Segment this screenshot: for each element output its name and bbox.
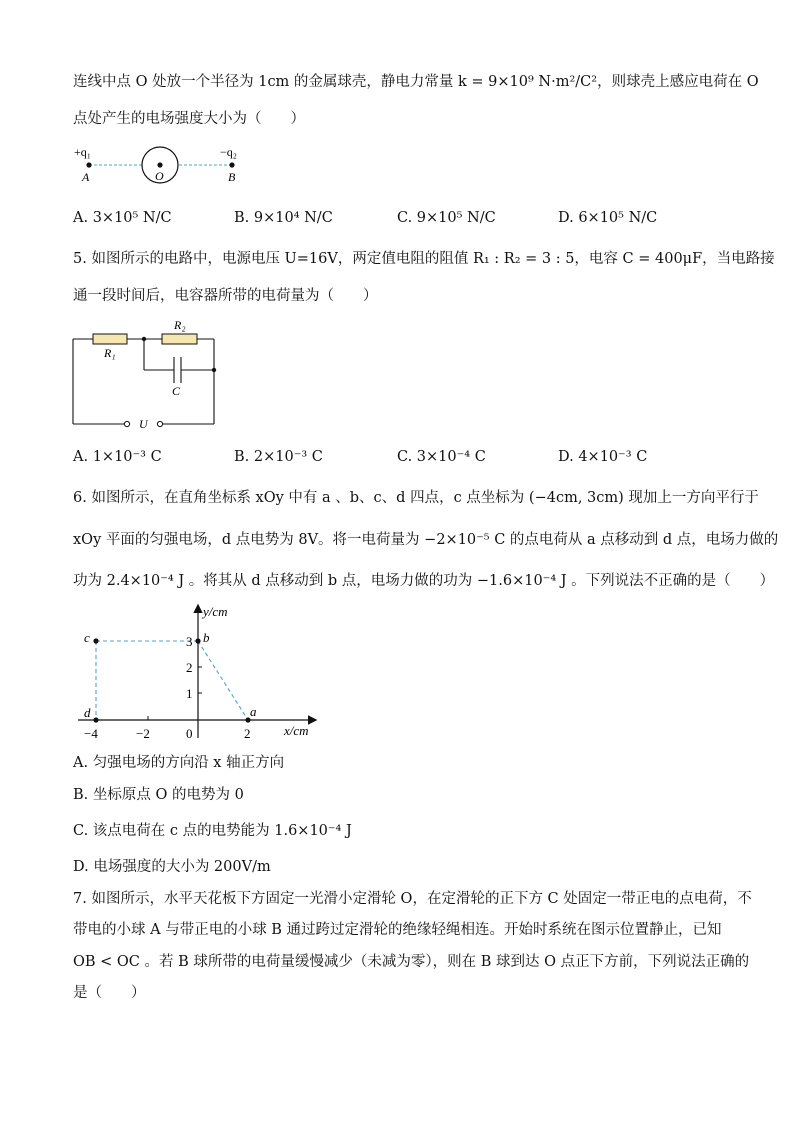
q6-dashed-ba xyxy=(198,641,248,720)
q4-point-B xyxy=(229,162,234,167)
q5-junction-right xyxy=(212,368,216,372)
q6-y-tick-3: 3 xyxy=(186,634,193,649)
q5-option-a[interactable]: A. 1×10⁻³ C xyxy=(73,449,162,465)
q6-stem-line2: xOy 平面的匀强电场，d 点电势为 8V。将一电荷量为 −2×10⁻⁵ C 的点电荷从 a 点移动到 d 点，电场力做的 xyxy=(73,532,779,548)
q6-x-tick-0: 0 xyxy=(186,726,193,741)
q5-stem-line2: 通一段时间后，电容器所带的电荷量为（ ） xyxy=(73,288,378,304)
q4-stem-line1: 连线中点 O 处放一个半径为 1cm 的金属球壳，静电力常量 k = 9×10⁹ N·m²/C²，则球壳上感应电荷在 O xyxy=(73,74,759,90)
q5-circuit-figure xyxy=(66,312,226,438)
q4-label-B: B xyxy=(228,170,236,184)
q5-resistor-r1 xyxy=(93,334,127,344)
q6-coordinate-figure xyxy=(70,598,330,744)
q6-stem-line3: 功为 2.4×10⁻⁴ J 。将其从 d 点移动到 b 点，电场力做的功为 −1.6×10⁻⁴ J 。下列说法不正确的是（ ） xyxy=(73,573,775,589)
q6-label-a: a xyxy=(250,704,257,719)
q5-terminal-right xyxy=(157,421,162,426)
q4-label-A: A xyxy=(82,170,90,184)
q6-label-d: d xyxy=(84,705,91,720)
q5-option-b[interactable]: B. 2×10⁻³ C xyxy=(234,449,323,465)
q4-figure xyxy=(70,140,250,188)
q5-label-r2: R₂ xyxy=(174,318,186,332)
q7-stem-line2: 带电的小球 A 与带正电的小球 B 通过跨过定滑轮的绝缘轻绳相连。开始时系统在图示位置静止，已知 xyxy=(73,922,722,938)
q6-label-b: b xyxy=(203,630,210,645)
q5-option-c[interactable]: C. 3×10⁻⁴ C xyxy=(397,449,486,465)
q4-option-b[interactable]: B. 9×10⁴ N/C xyxy=(234,210,333,226)
q6-point-b xyxy=(195,638,200,643)
q6-x-tick-neg4: −4 xyxy=(84,726,98,741)
q4-option-d[interactable]: D. 6×10⁵ N/C xyxy=(558,210,658,226)
q7-stem-line1: 7. 如图所示，水平天花板下方固定一光滑小定滑轮 O，在定滑轮的正下方 C 处固定一带正电的点电荷，不 xyxy=(73,891,752,907)
q6-x-tick-2: 2 xyxy=(244,726,251,741)
q4-label-q1: +q₁ xyxy=(74,145,91,159)
q7-stem-line4: 是（ ） xyxy=(73,985,146,1001)
q5-label-u: U xyxy=(139,417,148,431)
q6-y-tick-2: 2 xyxy=(186,660,193,675)
q5-option-d[interactable]: D. 4×10⁻³ C xyxy=(558,449,648,465)
q6-option-a[interactable]: A. 匀强电场的方向沿 x 轴正方向 xyxy=(73,755,285,771)
q7-stem-line3: OB < OC 。若 B 球所带的电荷量缓慢减少（未减为零），则在 B 球到达 O 点正下方前，下列说法正确的 xyxy=(73,954,750,970)
q5-label-c: C xyxy=(172,384,181,398)
q5-terminal-left xyxy=(124,421,129,426)
q6-option-d[interactable]: D. 电场强度的大小为 200V/m xyxy=(73,859,271,875)
q6-option-c[interactable]: C. 该点电荷在 c 点的电势能为 1.6×10⁻⁴ J xyxy=(73,823,352,839)
q5-stem-line1: 5. 如图所示的电路中，电源电压 U=16V，两定值电阻的阻值 R₁ : R₂ = 3 : 5，电容 C = 400μF，当电路接 xyxy=(73,251,775,267)
q6-y-tick-1: 1 xyxy=(186,686,193,701)
q4-point-A xyxy=(86,162,91,167)
q6-stem-line1: 6. 如图所示，在直角坐标系 xOy 中有 a 、b、c、d 四点，c 点坐标为 (−4cm, 3cm) 现加上一方向平行于 xyxy=(73,490,759,506)
q6-point-c xyxy=(93,638,98,643)
q6-y-axis-label: y/cm xyxy=(203,604,228,619)
q4-stem-line2: 点处产生的电场强度大小为（ ） xyxy=(73,111,305,127)
q4-option-a[interactable]: A. 3×10⁵ N/C xyxy=(73,210,172,226)
q5-label-r1: R₁ xyxy=(104,346,116,360)
q6-x-tick-neg2: −2 xyxy=(136,726,150,741)
q5-junction-left xyxy=(142,337,146,341)
q6-x-axis-label: x/cm xyxy=(284,723,309,738)
q5-resistor-r2 xyxy=(162,334,197,344)
q4-label-O: O xyxy=(155,169,164,183)
q6-option-b[interactable]: B. 坐标原点 O 的电势为 0 xyxy=(73,787,244,803)
q6-point-d xyxy=(93,717,98,722)
q6-label-c: c xyxy=(84,630,90,645)
q4-option-c[interactable]: C. 9×10⁵ N/C xyxy=(397,210,496,226)
q4-label-q2: −q₂ xyxy=(220,145,237,159)
q4-center-point xyxy=(157,162,162,167)
